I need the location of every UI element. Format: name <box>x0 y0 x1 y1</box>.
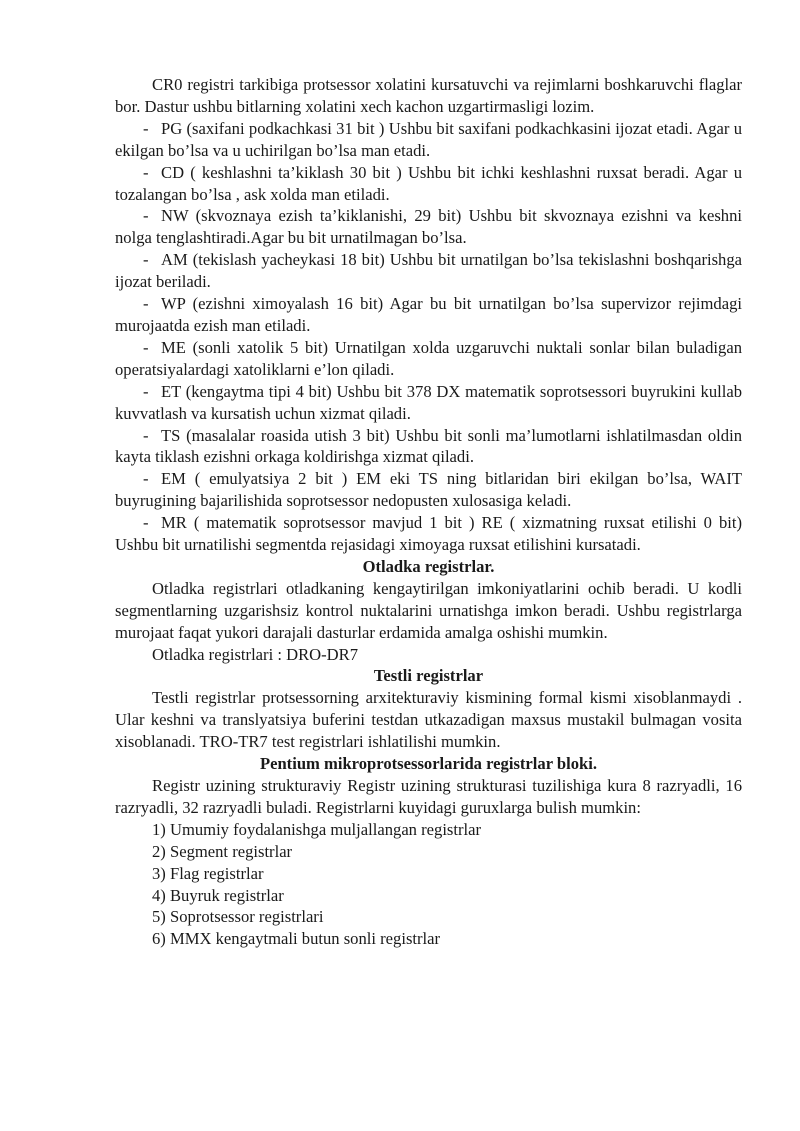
list-item: 3) Flag registrlar <box>152 863 264 883</box>
flag-item-am <box>115 249 742 293</box>
list-item: 4) Buyruk registrlar <box>152 885 284 905</box>
dash-marker: - <box>143 425 149 445</box>
flag-list <box>115 118 742 556</box>
flag-item-nw <box>115 205 742 249</box>
list-item: 6) MMX kengaytmali butun sonli registrlar <box>152 929 441 949</box>
dash-marker: - <box>143 469 149 489</box>
debug-registers-line: Otladka registrlari : DRO-DR7 <box>152 644 358 664</box>
flag-text: WP (ezishni ximoyalash 16 bit) Agar bu bit urnatilgan bo’lsa supervizor rejimdagi murojaatda ezish man etiladi. <box>115 294 742 335</box>
flag-item-ts <box>115 425 742 469</box>
intro-paragraph: CR0 registri tarkibiga protsessor xolatini kursatuvchi va rejimlarni boshkaruvchi flaglar bor. Dastur ushbu bitlarning xolatini xech kachon uzgartirmasligi lozim. <box>115 75 742 116</box>
list-item: 1) Umumiy foydalanishga muljallangan registrlar <box>152 819 482 839</box>
list-item: 2) Segment registrlar <box>152 841 293 861</box>
flag-item-wp <box>115 293 742 337</box>
flag-text: EM ( emulyatsiya 2 bit ) EM eki TS ning bitlaridan biri ekilgan bo’lsa, WAIT buyrugining bajarilishida soprotsessor nedopusten xulosasiga keladi. <box>115 469 742 511</box>
flag-text: CD ( keshlashni ta’kiklash 30 bit ) Ushbu bit ichki keshlashni ruxsat beradi. Agar u tozalangan bo’lsa , ask xolda man etiladi. <box>115 162 742 204</box>
flag-text: ET (kengaytma tipi 4 bit) Ushbu bit 378 DX matematik soprotsessori buyrukini kullab kuvvatlash va kursatish uchun xizmat qiladi. <box>115 381 742 423</box>
flag-text: TS (masalalar roasida utish 3 bit) Ushbu bit sonli ma’lumotlarni ishlatilmasdan oldin kayta tiklash ezishni orkaga koldirishga xizmat qiladi. <box>115 425 742 467</box>
dash-marker: - <box>143 206 149 226</box>
register-groups-list <box>115 819 742 950</box>
flag-item-et <box>115 381 742 425</box>
dash-marker: - <box>143 337 149 357</box>
flag-item-cd <box>115 162 742 206</box>
flag-item-pg <box>115 118 742 162</box>
flag-text: AM (tekislash yacheykasi 18 bit) Ushbu bit urnatilgan bo’lsa tekislashni boshqarishga ijozat beriladi. <box>115 250 742 292</box>
dash-marker: - <box>143 250 149 270</box>
dash-marker: - <box>143 294 149 314</box>
debug-heading: Otladka registrlar. <box>362 556 495 576</box>
debug-paragraph: Otladka registrlari otladkaning kengaytirilgan imkoniyatlarini ochib beradi. U kodli segmentlarning uzgarishsiz kontrol nuktalarini urnatishga imkon beradi. Ushbu registrlarga murojaat faqat yukori darajali dasturlar erdamida amalga oshishi mumkin. <box>115 578 742 642</box>
flag-item-me <box>115 337 742 381</box>
pentium-heading: Pentium mikroprotsessorlarida registrlar bloki. <box>259 754 598 774</box>
dash-marker: - <box>143 381 149 401</box>
dash-marker: - <box>143 513 149 533</box>
test-heading: Testli registrlar <box>373 666 484 686</box>
dash-marker: - <box>143 162 149 182</box>
list-item: 5) Soprotsessor registrlari <box>152 907 324 927</box>
flag-text: NW (skvoznaya ezish ta’kiklanishi, 29 bit) Ushbu bit skvoznaya ezishni va keshni nolga tenglashtiradi.Agar bu bit urnatilmagan bo’lsa. <box>115 206 742 248</box>
flag-text: ME (sonli xatolik 5 bit) Urnatilgan xolda uzgaruvchi nuktali sonlar bilan buladigan operatsiyalardagi xatoliklarni e’lon qiladi. <box>115 337 742 379</box>
flag-text: PG (saxifani podkachkasi 31 bit ) Ushbu bit saxifani podkachkasini ijozat etadi. Agar u ekilgan bo’lsa va u uchirilgan bo’lsa man etadi. <box>115 118 742 160</box>
flag-text: MR ( matematik soprotsessor mavjud 1 bit ) RE ( xizmatning ruxsat etilishi 0 bit) Ushbu bit urnatilishi segmentda rejasidagi ximoyaga ruxsat etilishini kursatadi. <box>115 513 742 555</box>
flag-item-mr <box>115 512 742 556</box>
dash-marker: - <box>143 118 149 138</box>
test-paragraph: Testli registrlar protsessorning arxitekturaviy kismining formal kismi xisoblanmaydi . Ular keshni va translyatsiya buferini testdan utkazadigan maxsus mustakil bulmagan vosita xisoblanadi. TRO-TR7 test registrlari ishlatilishi mumkin. <box>115 688 742 752</box>
pentium-paragraph: Registr uzining strukturaviy Registr uzining strukturasi tuzilishiga kura 8 razryadli, 16 razryadli, 32 razryadli buladi. Registrlarni kuyidagi guruxlarga bulish mumkin: <box>115 776 742 817</box>
flag-item-em <box>115 468 742 512</box>
document-page <box>115 74 742 950</box>
